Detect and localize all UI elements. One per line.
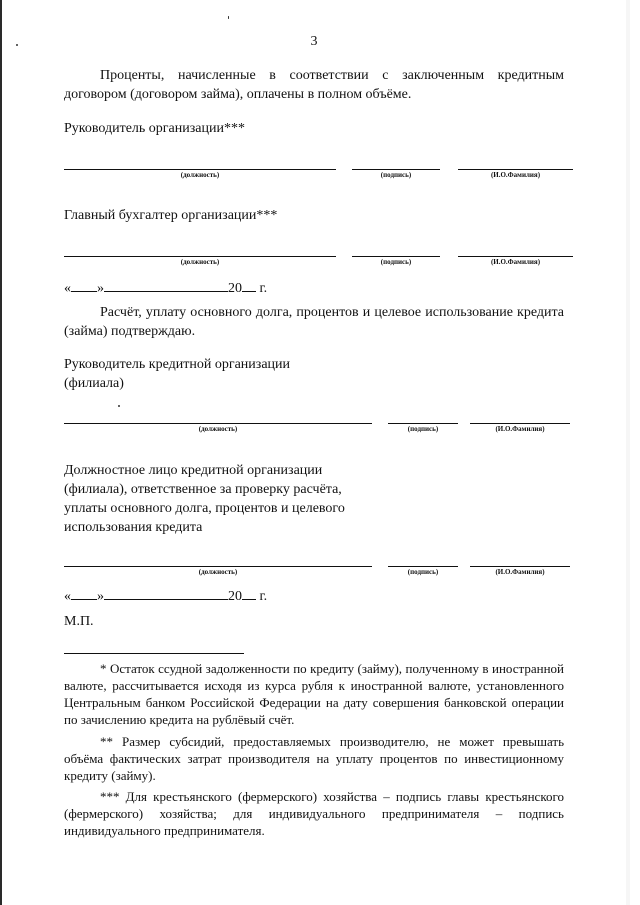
year-prefix: 20 [228,589,242,604]
name-line [458,169,573,170]
bank-officer-line4: использования кредита [64,520,203,535]
page-number: 3 [310,34,318,49]
name-line [458,256,573,257]
name-line [470,423,570,424]
signature-caption: (подпись) [407,425,439,433]
stamp-label: М.П. [64,614,94,629]
bank-officer-line3: уплаты основного долга, процентов и целевого [64,501,345,516]
year-suffix: г. [259,281,268,296]
scan-speck [118,405,120,407]
year-suffix: г. [259,589,268,604]
position-caption: (должность) [198,425,238,433]
position-caption: (должность) [180,258,220,266]
bank-officer-line2: (филиала), ответственное за проверку расчёта, [64,482,342,497]
head-bank-subtitle: (филиала) [64,376,124,391]
name-line [470,566,570,567]
scan-right-edge [626,0,630,905]
footnote-3: *** Для крестьянского (фермерского) хозяйства – подпись главы крестьянского (фермерского) хозяйства; для индивидуального предпринимателя – подпись индивидуального предпринимателя. [64,789,564,838]
head-org-title: Руководитель организации*** [64,121,245,136]
signature-caption: (подпись) [407,568,439,576]
month-blank [104,277,228,292]
signature-line [388,423,458,424]
signature-caption: (подпись) [380,258,412,266]
chief-accountant-title: Главный бухгалтер организации*** [64,208,278,223]
position-line [64,423,372,424]
day-blank [71,585,97,600]
signature-line [352,256,440,257]
signature-caption: (подпись) [380,171,412,179]
name-caption: (И.О.Фамилия) [490,258,541,266]
year-blank [242,585,256,600]
footnote-separator [64,653,244,654]
position-line [64,169,336,170]
head-bank-title: Руководитель кредитной организации [64,357,291,372]
open-quote: « [64,281,71,296]
footnote-1: * Остаток ссудной задолженности по кредиту (займу), полученному в иностранной валюте, рассчитывается исходя из курса рубля к иностранной валюте, установленного Центральным банком Российской Федерации на дату совершения банковской операции по зачислению кредита на рублёвый счёт. [64,661,564,727]
signature-line [388,566,458,567]
close-quote: » [97,281,104,296]
name-caption: (И.О.Фамилия) [490,171,541,179]
interest-paragraph: Проценты, начисленные в соответствии с заключенным кредитным договором (договором займа), оплачены в полном объёме. [64,68,564,102]
year-prefix: 20 [228,281,242,296]
scan-left-edge [0,0,2,905]
footnote-2: ** Размер субсидий, предоставляемых производителю, не может превышать объёма фактических затрат производителя на уплату процентов по инвестиционному кредиту (займу). [64,734,564,783]
date-line [64,585,267,606]
confirm-paragraph: Расчёт, уплату основного долга, процентов и целевое использование кредита (займа) подтверждаю. [64,305,564,339]
position-line [64,256,336,257]
name-caption: (И.О.Фамилия) [495,425,545,433]
close-quote: » [97,589,104,604]
year-blank [242,277,256,292]
date-line [64,277,267,298]
position-caption: (должность) [198,568,238,576]
month-blank [104,585,228,600]
open-quote: « [64,589,71,604]
position-caption: (должность) [180,171,220,179]
name-caption: (И.О.Фамилия) [495,568,545,576]
position-line [64,566,372,567]
scan-speck [228,16,229,19]
signature-line [352,169,440,170]
day-blank [71,277,97,292]
bank-officer-line1: Должностное лицо кредитной организации [64,463,323,478]
